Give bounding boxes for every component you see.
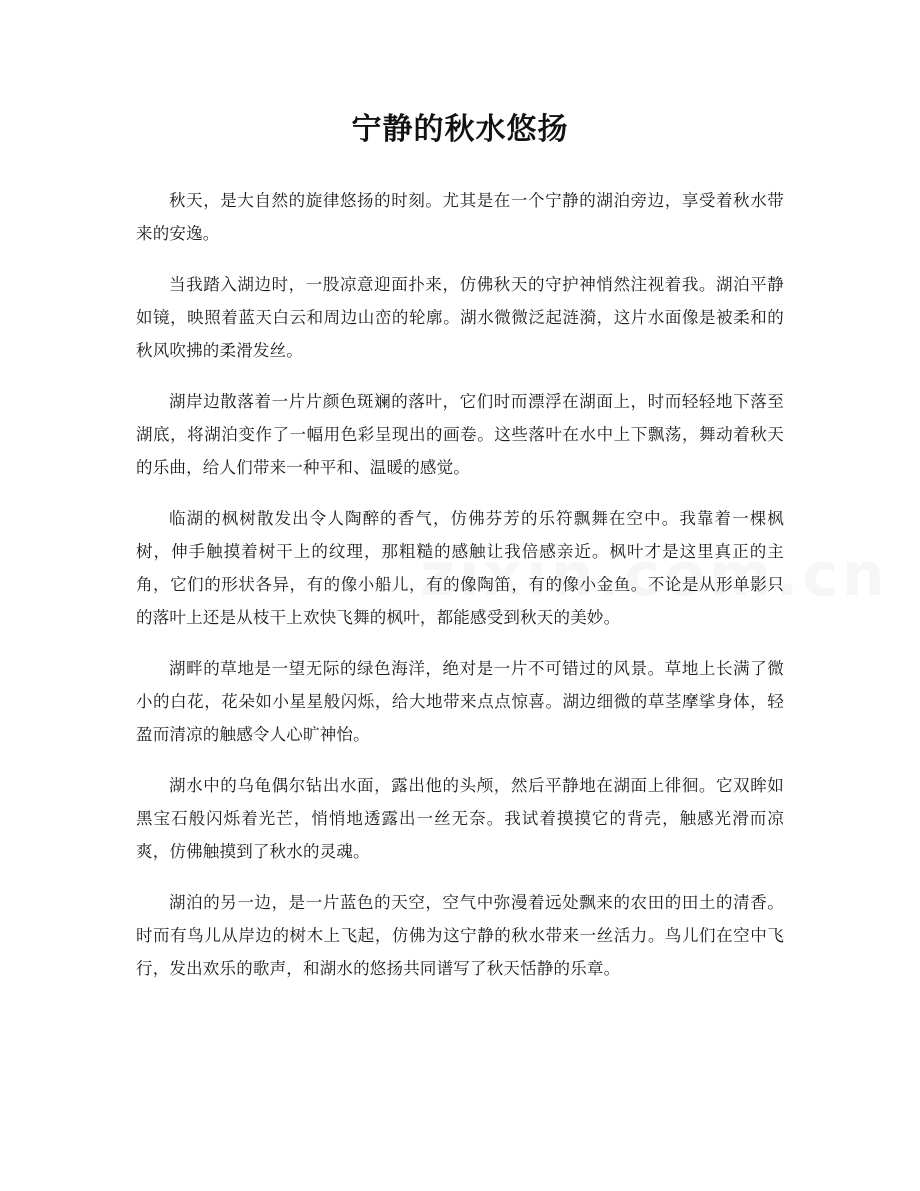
paragraph-2: 当我踏入湖边时，一股凉意迎面扑来，仿佛秋天的守护神悄然注视着我。湖泊平静如镜，映照着蓝天白云和周边山峦的轮廓。湖水微微泛起涟漪，这片水面像是被柔和的秋风吹拂的柔滑发丝。	[136, 275, 784, 360]
paragraph-4: 临湖的枫树散发出令人陶醉的香气，仿佛芬芳的乐符飘舞在空中。我靠着一棵枫树，伸手触摸着树干上的纹理，那粗糙的感触让我倍感亲近。枫叶才是这里真正的主角，它们的形状各异，有的像小船儿，有的像陶笛，有的像小金鱼。不论是从形单影只的落叶上还是从枝干上欢快飞舞的枫叶，都能感受到秋天的美妙。	[136, 509, 784, 627]
paragraph-3: 湖岸边散落着一片片颜色斑斓的落叶，它们时而漂浮在湖面上，时而轻轻地下落至湖底，将湖泊变作了一幅用色彩呈现出的画卷。这些落叶在水中上下飘荡，舞动着秋天的乐曲，给人们带来一种平和、温暖的感觉。	[136, 392, 784, 477]
document-body	[136, 184, 784, 1003]
paragraph-5: 湖畔的草地是一望无际的绿色海洋，绝对是一片不可错过的风景。草地上长满了微小的白花，花朵如小星星般闪烁，给大地带来点点惊喜。湖边细微的草茎摩挲身体，轻盈而清凉的触感令人心旷神怡。	[136, 659, 784, 744]
document-title: 宁静的秋水悠扬	[351, 112, 569, 147]
paragraph-6: 湖水中的乌龟偶尔钻出水面，露出他的头颅，然后平静地在湖面上徘徊。它双眸如黑宝石般闪烁着光芒，悄悄地透露出一丝无奈。我试着摸摸它的背壳，触感光滑而凉爽，仿佛触摸到了秋水的灵魂。	[136, 776, 784, 861]
paragraph-7: 湖泊的另一边，是一片蓝色的天空，空气中弥漫着远处飘来的农田的田土的清香。时而有鸟儿从岸边的树木上飞起，仿佛为这宁静的秋水带来一丝活力。鸟儿们在空中飞行，发出欢乐的歌声，和湖水的悠扬共同谱写了秋天恬静的乐章。	[136, 893, 784, 978]
paragraph-1: 秋天，是大自然的旋律悠扬的时刻。尤其是在一个宁静的湖泊旁边，享受着秋水带来的安逸。	[136, 191, 784, 243]
